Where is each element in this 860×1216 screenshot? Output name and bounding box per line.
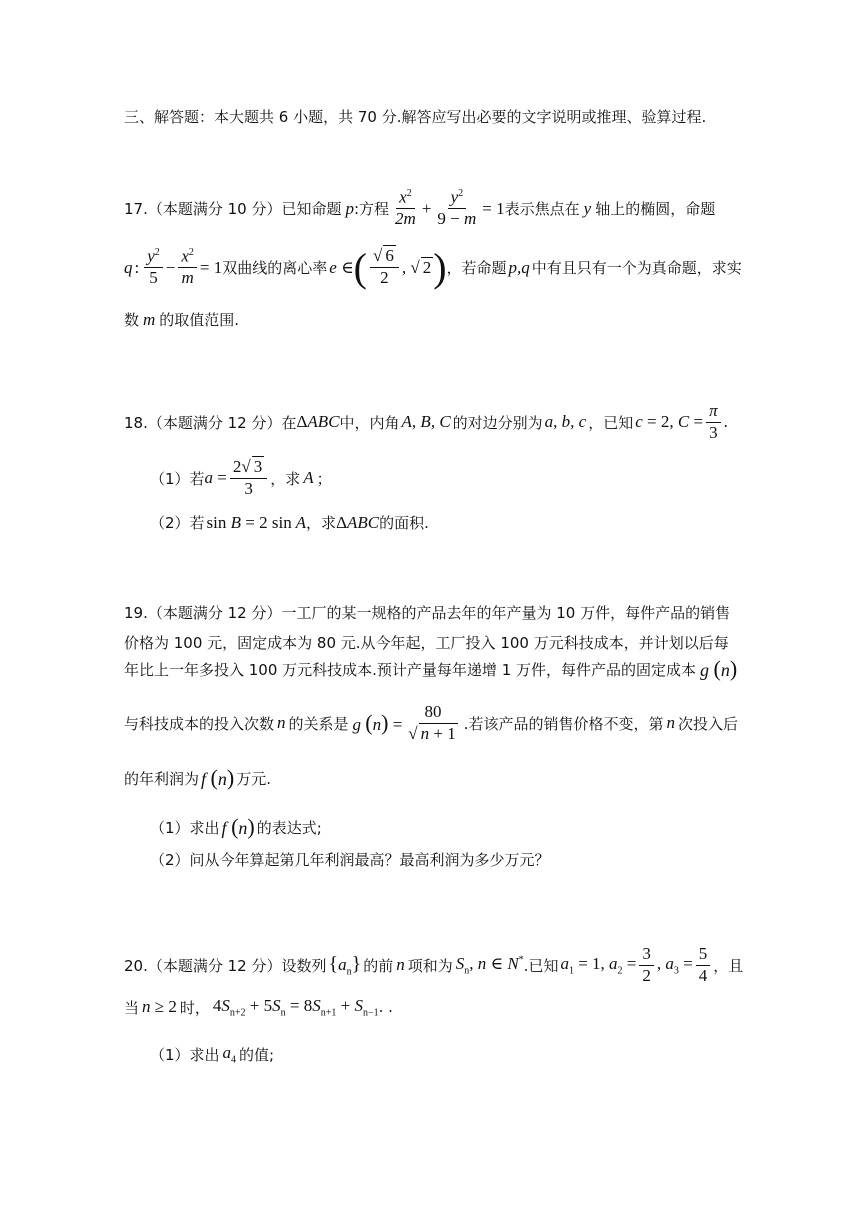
q19-part1-label: （1）求出 xyxy=(150,818,220,837)
question-19-line-3 xyxy=(124,656,737,682)
math-ABC: A, B, C xyxy=(401,412,451,432)
q19-text-3: 年比上一年多投入 100 万元科技成本.预计产量每年递增 1 万件，每件产品的固定成本 xyxy=(124,660,697,679)
math-frac-3-2: $\frac{3}{2}$ xyxy=(639,945,654,985)
math-triangle-abc-2: ΔABC xyxy=(336,512,380,532)
math-triangle-abc: ΔABC xyxy=(296,412,340,432)
math-a1-a2: $a_1 = 1$, $a_2$ = xyxy=(560,953,637,977)
paren-left: ( xyxy=(353,244,367,290)
question-19-part-1 xyxy=(150,814,322,840)
math-colon: : xyxy=(134,257,140,277)
question-20-line-2 xyxy=(124,996,393,1018)
q20-text-2c: . . xyxy=(378,998,393,1017)
q20-part1-text: 的值; xyxy=(239,1045,275,1064)
q18-part1-end: ； xyxy=(316,469,332,488)
q20-text-2: 项和为 xyxy=(407,956,453,975)
question-17-line-2 xyxy=(124,244,742,290)
question-17-line-1 xyxy=(124,188,715,229)
math-q: q xyxy=(124,257,133,277)
math-frac-80-sqrt: $\frac{80}{√ n + 1}$ xyxy=(408,702,456,743)
math-frac-sqrt6-2: $\frac{√ 6}{2}$ xyxy=(370,247,399,287)
q19-text-5b: 万元. xyxy=(236,769,271,788)
question-19-line-5 xyxy=(124,765,271,791)
math-plus: + xyxy=(421,198,432,218)
math-n-ge-2: n ≥ 2 xyxy=(142,997,177,1017)
q17-text-3: 轴上的椭圆，命题 xyxy=(595,200,716,219)
q20-text-3: .已知 xyxy=(523,956,559,975)
math-frac-x2-m: $\frac{x^2}{m}$ xyxy=(178,247,197,288)
q17-text-2: 表示焦点在 xyxy=(504,200,580,219)
math-n-1: n xyxy=(277,713,286,733)
q18-text-1: 中，内角 xyxy=(339,413,400,432)
q18-part1-label: （1）若 xyxy=(150,469,205,488)
q17-text-1: :方程 xyxy=(353,200,390,219)
question-18-line-1 xyxy=(124,402,728,442)
math-frac-x2-2m: $\frac{x^2}{2m}$ xyxy=(395,187,416,229)
math-recurrence: $4S_{n+2} + 5S_n = 8S_{n+1} + S_{n-1}$ xyxy=(212,996,379,1019)
math-seq-an: $\{a_n\}$ xyxy=(328,952,362,978)
q19-part2-text: （2）问从今年算起第几年利润最高？最高利润为多少万元？ xyxy=(150,851,550,869)
q19-text-2: 价格为 100 元，固定成本为 80 元.从今年起，工厂投入 100 万元科技成本，并计划以后每 xyxy=(124,634,729,652)
math-Sn: $S_n$, n ∈ N* xyxy=(455,953,524,977)
math-g-n-eq: g (n) = xyxy=(352,710,403,736)
q17-head: 17.（本题满分 10 分）已知命题 xyxy=(124,200,342,219)
q18-head: 18.（本题满分 12 分）在 xyxy=(124,413,297,432)
q19-text-4a: 与科技成本的投入次数 xyxy=(124,714,275,733)
math-y: y xyxy=(583,198,592,218)
q20-part1-label: （1）求出 xyxy=(150,1045,220,1064)
math-g-n: g (n) xyxy=(700,656,738,681)
question-19-part-2 xyxy=(150,849,550,870)
math-e-in: e ∈ xyxy=(329,257,354,277)
math-a-eq: a = xyxy=(204,468,227,488)
question-18-part-1 xyxy=(150,458,332,498)
math-eq-2: = 1 xyxy=(199,257,223,277)
q19-text-5a: 的年利润为 xyxy=(124,769,200,788)
paren-right: ) xyxy=(433,244,447,290)
q19-text-1: 19.（本题满分 12 分）一工厂的某一规格的产品去年的年产量为 10 万件，每件产品的销售 xyxy=(124,604,731,622)
question-19-line-1 xyxy=(124,602,730,623)
q17-text-8: 的取值范围. xyxy=(159,311,240,329)
q20-text-2b: 时， xyxy=(179,998,210,1017)
question-18-part-2 xyxy=(150,512,429,533)
q17-text-4: 双曲线的离心率 xyxy=(222,259,328,278)
math-m: m xyxy=(143,309,156,329)
q17-text-6: 中有且只有一个为真命题，求实 xyxy=(531,259,742,278)
q18-text-3: ，已知 xyxy=(588,413,634,432)
math-n-2: n xyxy=(666,713,675,733)
q18-part2-text: ，求 xyxy=(306,514,337,532)
question-20-part-1 xyxy=(150,1043,274,1065)
q18-text-2: 的对边分别为 xyxy=(452,413,543,432)
q17-text-7: 数 xyxy=(124,311,140,329)
q20-head: 20.（本题满分 12 分）设数列 xyxy=(124,956,327,975)
math-A: A xyxy=(303,468,314,488)
math-a4: $a_4$ xyxy=(222,1043,237,1066)
math-f-n-2: f (n) xyxy=(221,814,255,839)
q19-text-4c: .若该产品的销售价格不变，第 xyxy=(463,714,664,733)
q18-part1-text: ，求 xyxy=(270,469,301,488)
q18-part2-end: 的面积. xyxy=(379,514,429,532)
math-comma: , √ 2 xyxy=(401,257,432,277)
q20-text-2a: 当 xyxy=(124,998,140,1017)
math-frac-pi-3: $\frac{\pi}{3}$ xyxy=(706,402,721,442)
math-f-n: f (n) xyxy=(201,765,235,790)
q20-text-4: ，且 xyxy=(713,956,744,975)
question-19-line-2 xyxy=(124,632,729,653)
math-abc: a, b, c xyxy=(544,412,587,432)
math-frac-y2-9-m: $\frac{y^2}{9 - m}$ xyxy=(437,187,477,229)
q19-text-4b: 的关系是 xyxy=(288,714,349,733)
question-20-line-1 xyxy=(124,945,743,985)
section-header xyxy=(124,106,706,127)
q17-text-5: ，若命题 xyxy=(446,259,507,278)
q19-part1-text: 的表达式; xyxy=(256,818,322,837)
math-a3: , $a_3$ = xyxy=(656,953,693,977)
q18-part2-label: （2）若 xyxy=(150,514,205,532)
math-frac-5-4: $\frac{5}{4}$ xyxy=(696,945,711,985)
math-minus: − xyxy=(165,257,176,277)
math-p: p xyxy=(345,198,354,218)
q19-text-4d: 次投入后 xyxy=(678,714,739,733)
math-frac-y2-5: $\frac{y^2}{5}$ xyxy=(144,247,163,288)
section-title: 三、解答题：本大题共 6 小题，共 70 分.解答应写出必要的文字说明或推理、验算过程. xyxy=(124,108,707,126)
math-c-eq: c = 2, C = xyxy=(635,412,704,432)
q20-text-1: 的前 xyxy=(363,956,394,975)
math-sinB-eq: sin B = 2 sin A xyxy=(206,512,307,532)
question-19-line-4 xyxy=(124,703,738,743)
math-n: n xyxy=(396,955,405,975)
question-17-line-3 xyxy=(124,309,239,330)
math-frac-2sqrt3-3: $\frac{2√ 3}{3}$ xyxy=(230,458,267,498)
math-period: . xyxy=(723,412,728,432)
math-pq: p,q xyxy=(508,257,530,277)
math-eq-1: = 1 xyxy=(482,198,505,218)
